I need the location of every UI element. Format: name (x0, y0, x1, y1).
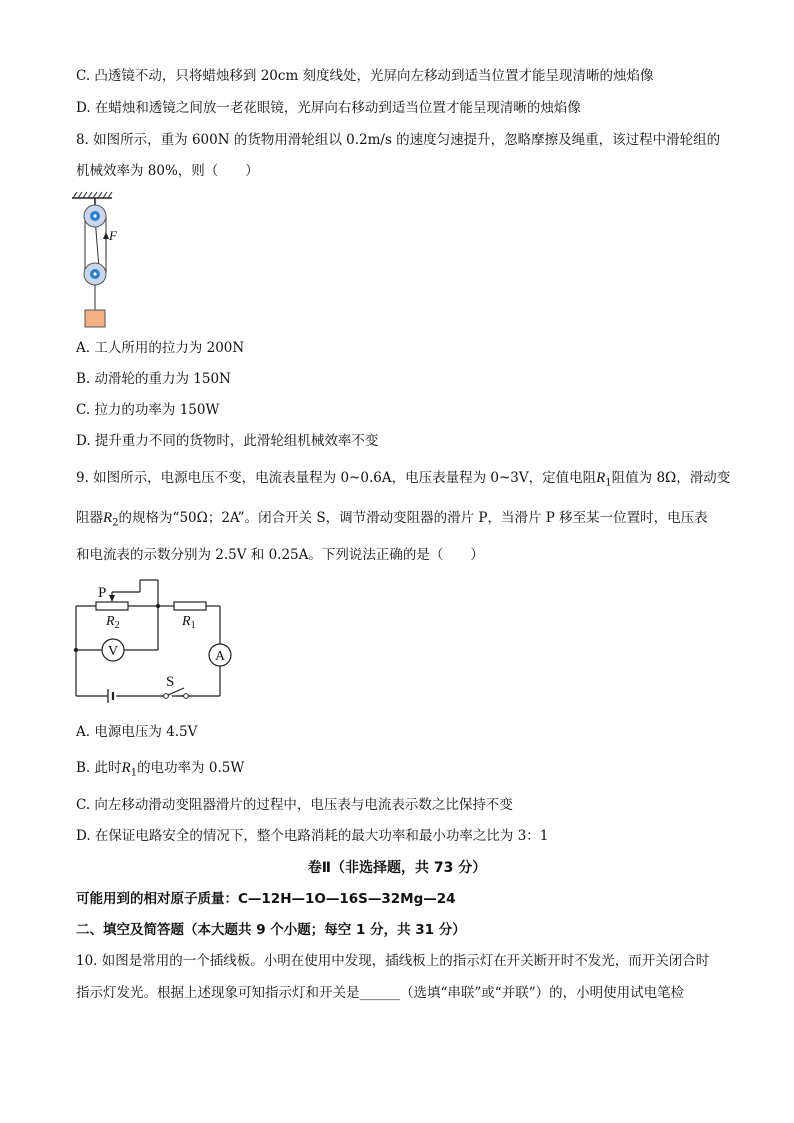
r1-figure-label: $R_1$ (182, 614, 196, 631)
section-title: 卷Ⅱ（非选择题，共 73 分） (307, 860, 487, 876)
q10-line2: 指示灯发光。根据上述现象可知指示灯和开关是______（选填“串联”或“并联”）的，小明使用试电笔检 (76, 985, 685, 1001)
q8-stem-line2: 机械效率为 80%，则（ ） (76, 163, 259, 179)
q9-stem-line3: 和电流表的示数分别为 2.5V 和 0.25A。下列说法正确的是（ ） (76, 547, 484, 563)
q9-stem-line2: 阻器$R_2$的规格为“50Ω；2A”。闭合开关 S，调节滑动变阻器的滑片 P，当滑片 P 移至某一位置时，电压表 (76, 510, 708, 529)
r2-figure-label: $R_2$ (106, 614, 120, 631)
q9-option-a: A. 电源电压为 4.5V (76, 724, 198, 740)
q7-option-c: C. 凸透镜不动，只将蜡烛移到 20cm 刻度线处，光屏向左移动到适当位置才能呈现清晰的烛焰像 (76, 68, 654, 84)
q9-option-d: D. 在保证电路安全的情况下，整个电路消耗的最大功率和最小功率之比为 3：1 (76, 828, 549, 844)
q7-option-d: D. 在蜡烛和透镜之间放一老花眼镜，光屏向右移动到适当位置才能呈现清晰的烛焰像 (76, 100, 581, 116)
q8-option-d: D. 提升重力不同的货物时，此滑轮组机械效率不变 (76, 433, 379, 449)
slider-label: P (98, 585, 107, 601)
q8-stem-line1: 8. 如图所示，重为 600N 的货物用滑轮组以 0.2m/s 的速度匀速提升，忽略摩擦及绳重，该过程中滑轮组的 (76, 132, 721, 148)
voltmeter-label: V (108, 644, 119, 659)
part-two-heading: 二、填空及简答题（本大题共 9 个小题；每空 1 分，共 31 分） (76, 922, 466, 938)
q9-stem-line1: 9. 如图所示，电源电压不变，电流表量程为 0~0.6A，电压表量程为 0~3V，定值电阻$R_1$阻值为 8Ω，滑动变 (76, 470, 731, 489)
atomic-mass-line: 可能用到的相对原子质量：C—12H—1O—16S—32Mg—24 (76, 891, 456, 907)
q8-option-c: C. 拉力的功率为 150W (76, 402, 220, 418)
q9-option-b: B. 此时$R_1$的电功率为 0.5W (76, 760, 245, 779)
switch-label: S (166, 674, 175, 690)
cargo-block (85, 310, 105, 327)
q8-option-a: A. 工人所用的拉力为 200N (76, 340, 245, 356)
q8-option-b: B. 动滑轮的重力为 150N (76, 371, 231, 387)
circuit-figure (68, 578, 238, 706)
q10-line1: 10. 如图是常用的一个插线板。小明在使用中发现，插线板上的指示灯在开关断开时不发光，而开关闭合时 (76, 953, 710, 969)
pulley-figure (68, 188, 128, 330)
r2-symbol: R (103, 510, 113, 526)
r1-symbol: R (596, 470, 606, 486)
ammeter-label: A (215, 649, 226, 664)
force-label: F (109, 228, 117, 243)
q9-option-c: C. 向左移动滑动变阻器滑片的过程中，电压表与电流表示数之比保持不变 (76, 797, 513, 813)
